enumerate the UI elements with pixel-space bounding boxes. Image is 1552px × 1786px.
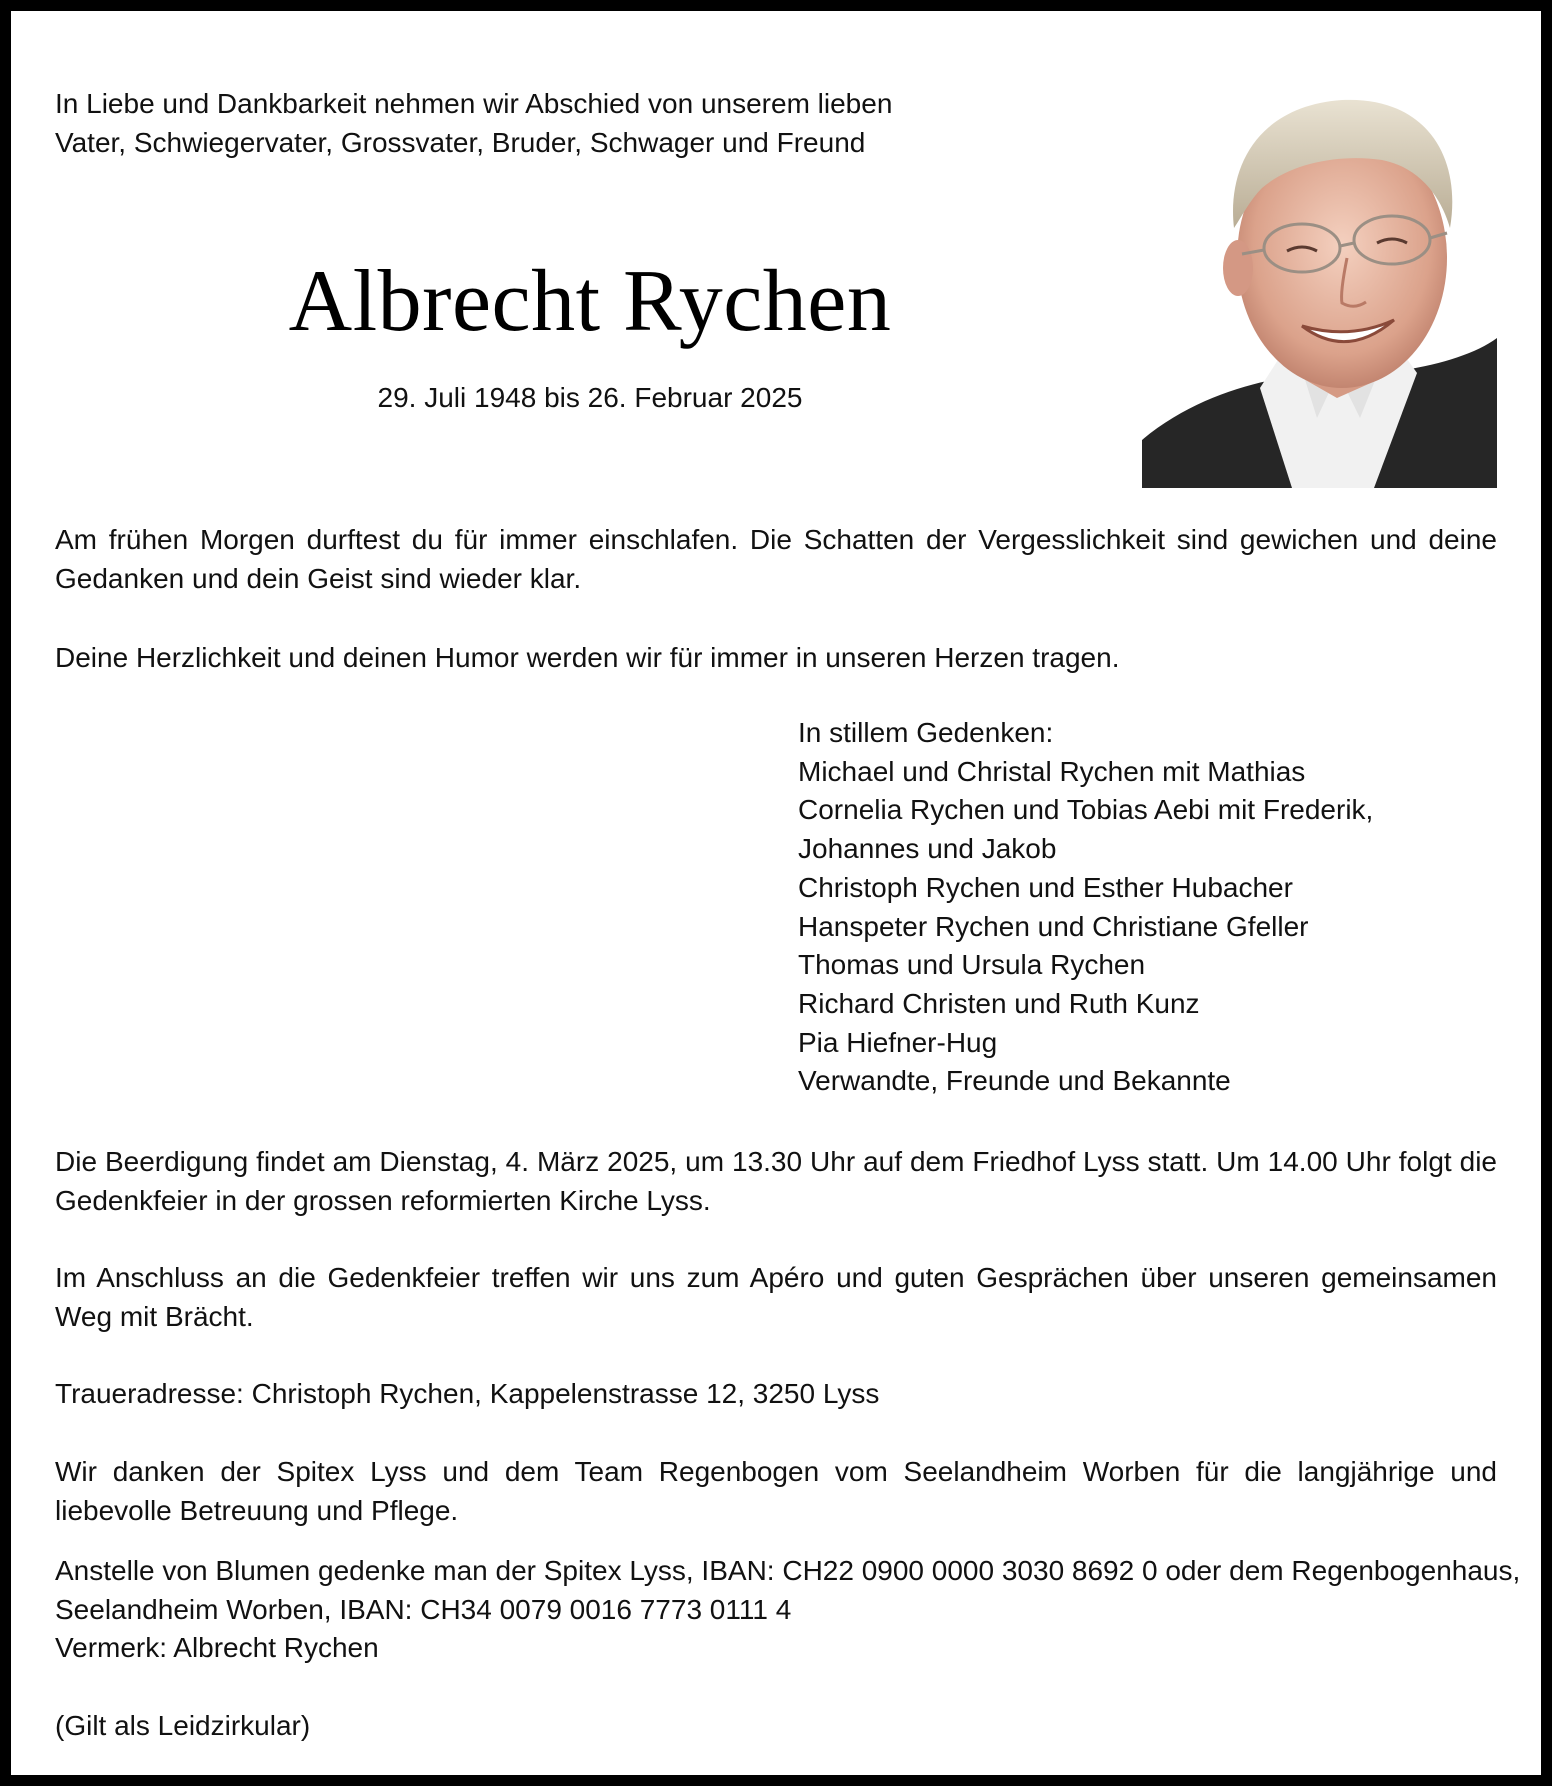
portrait-photo	[1142, 88, 1497, 488]
mourner-entry: Johannes und Jakob	[798, 833, 1057, 865]
life-dates: 29. Juli 1948 bis 26. Februar 2025	[377, 382, 803, 413]
deceased-name: Albrecht Rychen	[288, 253, 892, 350]
mourner-entry: Hanspeter Rychen und Christiane Gfeller	[798, 910, 1309, 942]
mourner-entry: Thomas und Ursula Rychen	[798, 949, 1146, 981]
reception-paragraph: Im Anschluss an die Gedenkfeier treffen wir uns zum Apéro und guten Gesprächen über unseren gemeinsamen Weg mit Brächt.	[55, 1262, 1497, 1332]
donation-line: Seelandheim Worben, IBAN: CH34 0079 0016 7773 0111 4	[55, 1593, 792, 1625]
donation-notice	[55, 1552, 1521, 1668]
mourner-entry: Cornelia Rychen und Tobias Aebi mit Frederik,	[798, 794, 1374, 826]
mourner-entry: Richard Christen und Ruth Kunz	[798, 987, 1200, 1019]
mourner-entry: Pia Hiefner-Hug	[798, 1026, 998, 1058]
thanks-paragraph: Wir danken der Spitex Lyss und dem Team Regenbogen vom Seelandheim Worben für die langjährige und liebevolle Betreuung und Pflege.	[55, 1456, 1497, 1526]
circular-note: (Gilt als Leidzirkular)	[55, 1710, 311, 1741]
mourning-address: Traueradresse: Christoph Rychen, Kappelenstrasse 12, 3250 Lyss	[55, 1378, 880, 1409]
memory-paragraph: Deine Herzlichkeit und deinen Humor werden wir für immer in unseren Herzen tragen.	[55, 642, 1120, 673]
intro-line: In Liebe und Dankbarkeit nehmen wir Abschied von unserem lieben	[55, 88, 893, 119]
mourners-list	[798, 714, 1488, 1101]
mourner-entry: Christoph Rychen und Esther Hubacher	[798, 871, 1293, 903]
funeral-paragraph: Die Beerdigung findet am Dienstag, 4. März 2025, um 13.30 Uhr auf dem Friedhof Lyss statt. Um 14.00 Uhr folgt die Gedenkfeier in der grossen reformierten Kirche Lyss.	[55, 1146, 1497, 1216]
intro-line: Vater, Schwiegervater, Grossvater, Bruder, Schwager und Freund	[55, 127, 866, 158]
mourner-entry: Verwandte, Freunde und Bekannte	[798, 1065, 1231, 1097]
donation-line: Anstelle von Blumen gedenke man der Spitex Lyss, IBAN: CH22 0900 0000 3030 8692 0 oder dem Regenbogenhaus,	[55, 1555, 1521, 1586]
donation-line: Vermerk: Albrecht Rychen	[55, 1632, 379, 1664]
farewell-paragraph: Am frühen Morgen durftest du für immer einschlafen. Die Schatten der Vergesslichkeit sind gewichen und deine Gedanken und dein Geist sind wieder klar.	[55, 524, 1497, 594]
intro-text	[55, 84, 955, 162]
mourner-entry: Michael und Christal Rychen mit Mathias	[798, 755, 1306, 787]
mourners-heading: In stillem Gedenken:	[798, 717, 1054, 748]
